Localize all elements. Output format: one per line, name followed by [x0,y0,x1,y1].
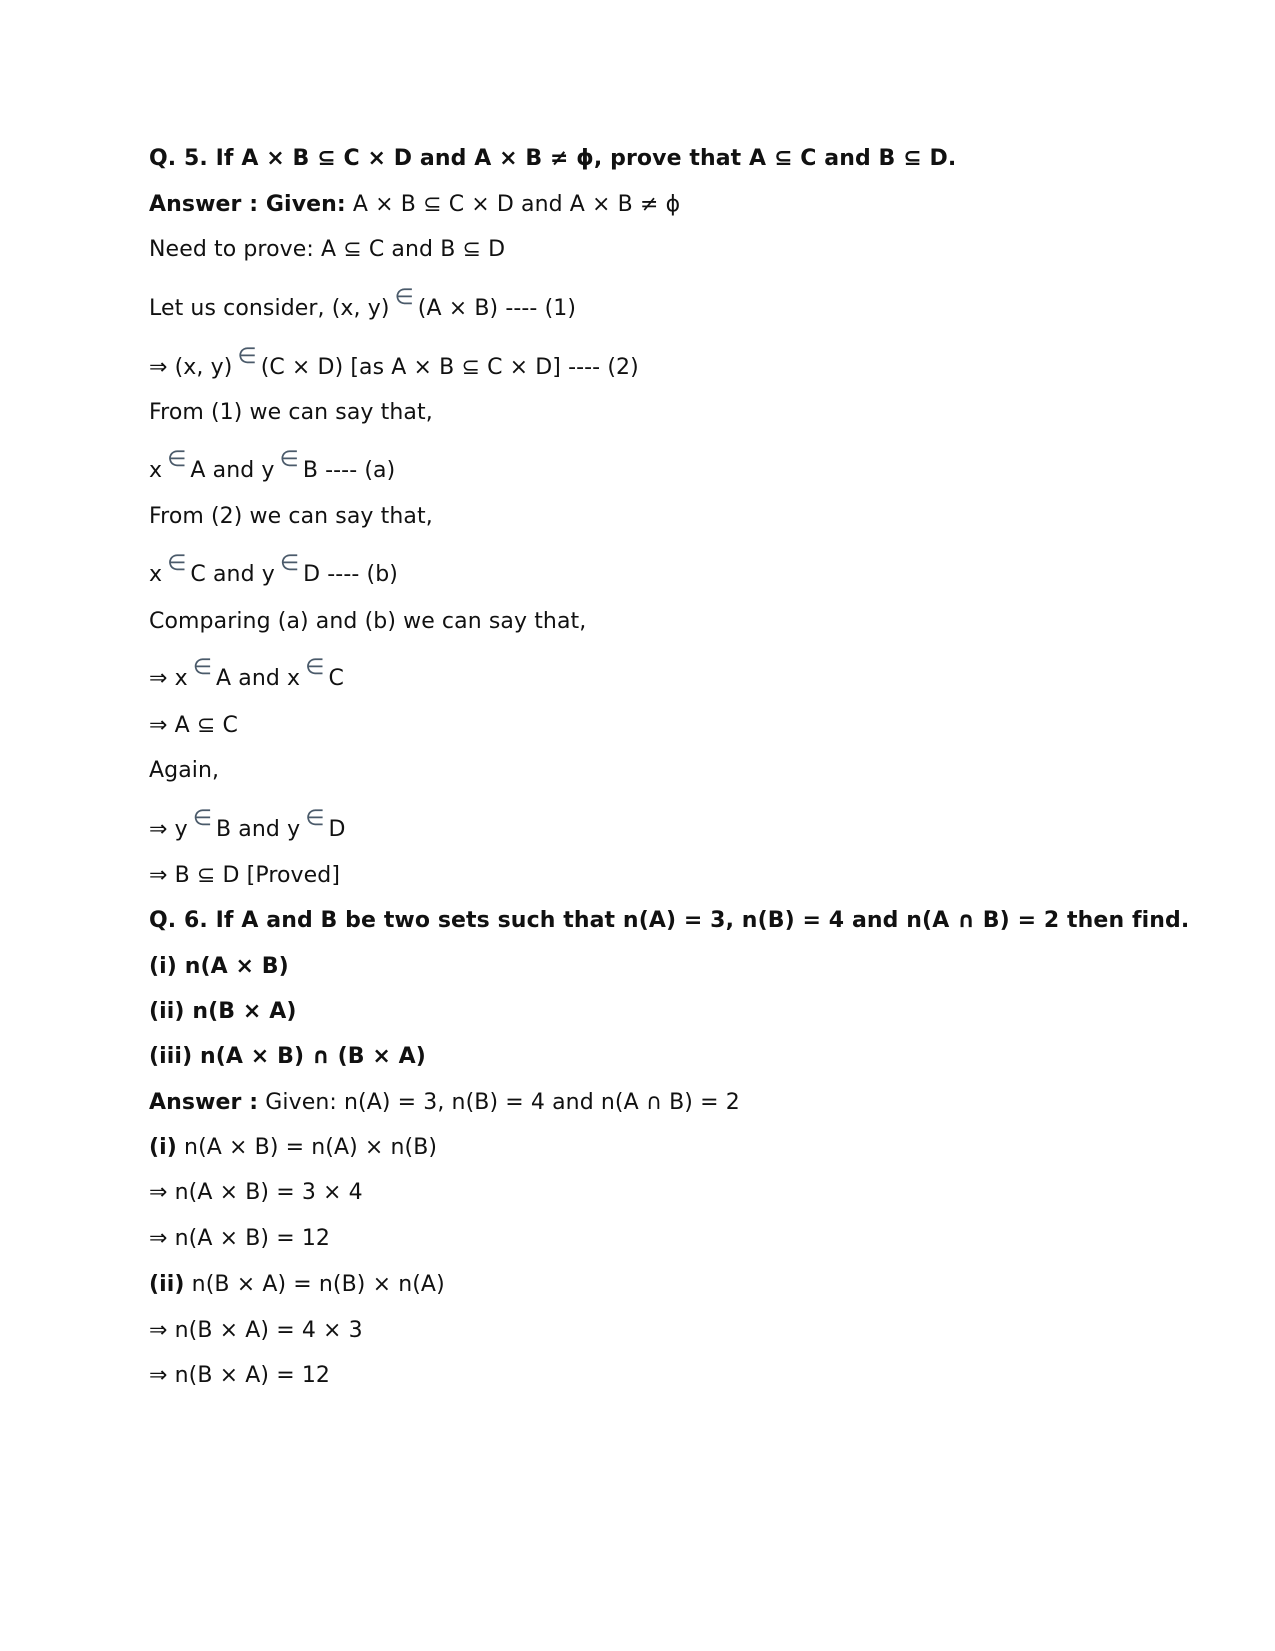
q6-solution-ii [149,1270,445,1300]
q6-solution-text: n(B × A) = n(B) × n(A) [184,1272,445,1297]
q5-from-2: From (2) we can say that, [149,504,433,529]
q5-line-b [149,551,398,590]
q6-question: Q. 6. If A and B be two sets such that n(A) = 3, n(B) = 4 and n(A ∩ B) = 2 then find. [149,908,1190,933]
q5-question: Q. 5. If A × B ⊆ C × D and A × B ≠ ϕ, prove that A ⊆ C and B ⊆ D. [149,146,957,171]
q5-line-text: D [328,817,346,842]
q6-solution-line: ⇒ n(B × A) = 4 × 3 [149,1318,363,1343]
q6-solution-line: ⇒ n(B × A) = 12 [149,1363,331,1388]
q5-line-text: A and x [216,666,301,691]
q5-line-a [149,447,396,486]
q5-line-text: B and y [216,817,301,842]
q5-given-text: A × B ⊆ C × D and A × B ≠ ϕ [345,192,681,217]
element-of-symbol: ∈ [305,655,325,680]
q5-line-y-b-d [149,806,346,845]
q5-line-consider [149,285,577,324]
element-of-symbol: ∈ [192,806,213,831]
q5-line-text: (C × D) [as A × B ⊆ C × D] ---- (2) [260,355,639,380]
q6-solution-text: n(A × B) = n(A) × n(B) [176,1135,438,1160]
q6-answer-given [149,1088,740,1118]
q5-line-text: C and y [190,562,275,587]
q5-line-text: ⇒ (x, y) [149,355,233,380]
q6-solution-line: ⇒ n(A × B) = 12 [149,1226,331,1251]
q6-part-iii: (iii) n(A × B) ∩ (B × A) [149,1044,426,1069]
q5-line-text: A and y [190,458,275,483]
q5-again: Again, [149,758,220,783]
element-of-symbol: ∈ [279,447,299,472]
q5-line-text: B ---- (a) [302,458,396,483]
q5-a-subset-c: ⇒ A ⊆ C [149,713,238,738]
q5-line-text: C [328,666,344,691]
q5-line-implies-cd [149,344,639,383]
element-of-symbol: ∈ [167,551,187,576]
element-of-symbol: ∈ [394,285,414,310]
q5-line-text: ⇒ y [149,817,188,842]
q6-solution-i-label: (i) [149,1135,177,1160]
element-of-symbol: ∈ [192,655,213,680]
q5-line-text: D ---- (b) [303,562,398,587]
q6-solution-i [149,1133,437,1163]
q5-line-text: Let us consider, (x, y) [149,296,390,321]
q6-solution-line: ⇒ n(A × B) = 3 × 4 [149,1180,363,1205]
q5-line-text: x [149,562,163,587]
q5-line-x-a-c [149,655,344,694]
element-of-symbol: ∈ [305,806,325,831]
q5-b-subset-d-proved: ⇒ B ⊆ D [Proved] [149,863,341,888]
q5-need-to-prove: Need to prove: A ⊆ C and B ⊆ D [149,237,506,262]
q5-line-text: (A × B) ---- (1) [417,296,577,321]
element-of-symbol: ∈ [237,344,257,369]
q5-answer-label: Answer : Given: [149,192,346,217]
q6-part-i: (i) n(A × B) [149,954,289,979]
q5-comparing: Comparing (a) and (b) we can say that, [149,609,587,634]
q6-solution-ii-label: (ii) [149,1272,185,1297]
element-of-symbol: ∈ [167,447,187,472]
q6-part-ii: (ii) n(B × A) [149,999,297,1024]
element-of-symbol: ∈ [279,551,300,576]
q5-from-1: From (1) we can say that, [149,400,433,425]
q5-line-text: x [149,458,163,483]
q6-given-text: Given: n(A) = 3, n(B) = 4 and n(A ∩ B) = 2 [258,1090,740,1115]
q5-line-text: ⇒ x [149,666,188,691]
q5-answer-given [149,190,680,220]
q6-answer-label: Answer : [149,1090,259,1115]
